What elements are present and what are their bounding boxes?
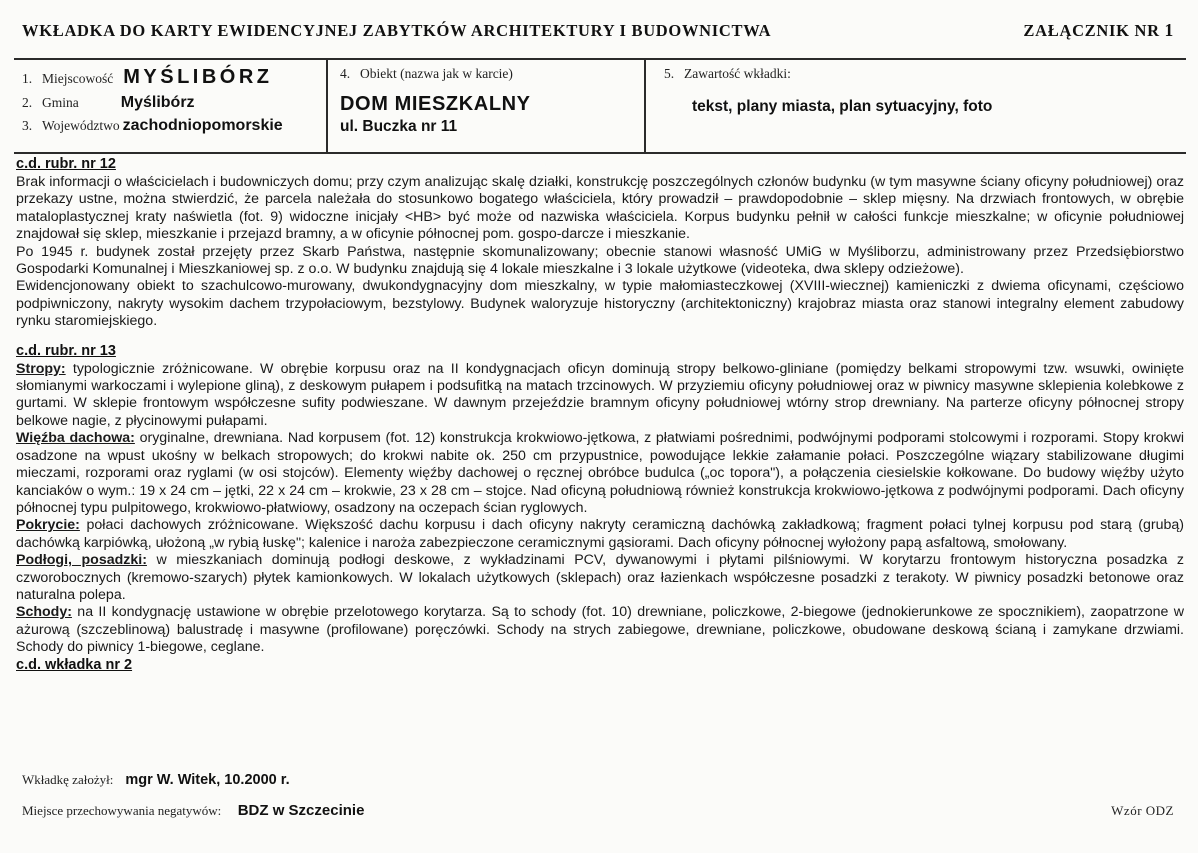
section-heading-rubr-12: c.d. rubr. nr 12 xyxy=(16,156,116,172)
paragraph-pokrycie xyxy=(16,517,1184,552)
field-commune xyxy=(22,94,326,112)
annex-number: 1 xyxy=(1164,20,1174,40)
header-cell-contents xyxy=(646,60,1186,152)
header-table xyxy=(14,58,1186,154)
body-wiezba: oryginalne, drewniana. Nad korpusem (fot. 12) konstrukcja krokwiowo-jętkowa, z płatwiami pośrednimi, podwójnymi podporami stolcowymi i rozporami. Stopy krokwi osadzone na wpust ukośny w belkach stropowych; do krokwi nabite ok. 250 cm przypustnice, powodujące lekkie załamanie połaci. Poszczególne wiązary stabilizowane długimi mieczami, rozporami oraz ryglami (w osi stojców). Elementy więźby dachowej o ręcznej obróbce budulca („oc topora"), a połączenia ciesielskie kołkowane. Do budowy więźby użyto kanciaków o wym.: 19 x 24 cm – jętki, 22 x 24 cm – krokwie, 23 x 28 cm – stojce. Nad oficyną południową również konstrukcja krokwiowo-jętkowa z podwójnymi podporami. Dach oficyny północnej typu pulpitowego, krokwiowo-płatwiowy, osadzony na oczepach ścian ryglowych. xyxy=(16,430,1184,516)
field-voivodeship-value: zachodniopomorskie xyxy=(122,117,283,134)
paragraph-postwar: Po 1945 r. budynek został przejęty przez Skarb Państwa, następnie skomunalizowany; obecnie stanowi własność UMiG w Myśliborzu, administrowany przez Przedsiębiorstwo Gospodarki Komunalnej i Mieszkaniowej sp. z o.o. W budynku znajdują się 4 lokale mieszkalne i 3 lokale użytkowe (videoteka, dwa sklepy odzieżowe). xyxy=(16,243,1184,278)
footer-bottom-row xyxy=(22,802,1174,820)
field-object-number: 4. xyxy=(340,66,351,81)
field-object-label: Obiekt (nazwa jak w karcie) xyxy=(360,66,513,81)
run-in-pokrycie: Pokrycie: xyxy=(16,517,80,534)
footer-negatives-value: BDZ w Szczecinie xyxy=(237,802,365,819)
document-title-row xyxy=(22,20,1174,41)
body-podlogi: w mieszkaniach dominują podłogi deskowe, z wykładzinami PCV, dywanowymi i płytami pilśniowymi. W korytarzu frontowym historyczna posadzka z czworobocznych (kremowo-szarych) płytek kamionkowych. W lokalach użytkowych (sklepach) oraz łazienkach współczesne posadzki z terakoty. W piwnicy posadzki betonowe oraz naturalna polepa. xyxy=(16,552,1184,603)
paragraph-owners: Brak informacji o właścicielach i budowniczych domu; przy czym analizując skalę działki, konstrukcję poszczególnych członów budynku (w tym masywne ściany oficyny południowej) oraz przekazy ustne, można stwierdzić, że parcela należała do stosunkowo bogatego właściciela, który prowadził – prawdopodobnie – sklep mięsny. Na drzwiach frontowych, w obrębie mataloplastycznej kraty naświetla (fot. 9) widoczne inicjały <HB> być może od nazwiska właściciela. Korpus budynku pełnił w całości funkcje mieszkalne; w oficynie południowej znajdował się sklep, mieszkanie i przejazd bramny, a w oficynie północnej pom. gospo-darcze i mieszkanie. xyxy=(16,174,1184,243)
field-locality-value: MYŚLIBÓRZ xyxy=(123,66,273,88)
field-commune-number: 2. xyxy=(22,95,33,110)
paragraph-podlogi xyxy=(16,552,1184,604)
field-voivodeship-number: 3. xyxy=(22,118,33,133)
annex-label: ZAŁĄCZNIK NR xyxy=(1023,21,1160,40)
footer-author-row xyxy=(22,772,290,788)
field-locality xyxy=(22,66,326,89)
body-schody: na II kondygnację ustawione w obrębie przelotowego korytarza. Są to schody (fot. 10) drewniane, policzkowe, 2-biegowe (jednokierunkowe ze spocznikiem), zaopatrzone w ażurową (szczeblinową) balustradę i masywne (profilowane) poręczówki. Schody na strych zabiegowe, drewniane, policzkowe, obudowane deskową ścianą i zamykane drzwiami. Schody do piwnicy 1-biegowe, ceglane. xyxy=(16,604,1184,656)
field-voivodeship xyxy=(22,117,326,135)
field-contents-label: Zawartość wkładki: xyxy=(684,66,791,81)
field-locality-number: 1. xyxy=(22,71,33,86)
footer-form-code: Wzór ODZ xyxy=(1111,803,1174,818)
object-address: ul. Buczka nr 11 xyxy=(340,118,458,135)
run-in-stropy: Stropy: xyxy=(16,360,66,377)
field-commune-value: Myślibórz xyxy=(120,94,195,111)
field-commune-label: Gmina xyxy=(42,95,79,110)
field-object-caption xyxy=(340,66,644,82)
body-pokrycie: połaci dachowych zróżnicowane. Większość dachu korpusu i dach oficyny nakryty ceramiczną dachówką zakładkową; fragment połaci tylnej korpusu pod starą (grubą) dachówką karpiówką, ułożoną „w rybią łuskę"; kalenice i naroża zabezpieczone ceramicznymi gąsiorami. Dach oficyny północnej wyłożony papą asfaltową, smołowany. xyxy=(16,517,1184,551)
footer-author-label: Wkładkę założył: xyxy=(22,772,114,787)
header-cell-location xyxy=(14,60,328,152)
field-locality-label: Miejscowość xyxy=(42,71,114,86)
header-cell-object xyxy=(328,60,646,152)
footer-author-value: mgr W. Witek, 10.2000 r. xyxy=(125,772,290,788)
contents-value: tekst, plany miasta, plan sytuacyjny, foto xyxy=(692,98,993,115)
run-in-wiezba: Więźba dachowa: xyxy=(16,430,135,447)
paragraph-schody xyxy=(16,604,1184,656)
field-voivodeship-label: Województwo xyxy=(42,118,120,133)
run-in-schody: Schody: xyxy=(16,604,72,621)
page-title: WKŁADKA DO KARTY EWIDENCYJNEJ ZABYTKÓW ARCHITEKTURY I BUDOWNICTWA xyxy=(22,21,772,40)
field-contents-number: 5. xyxy=(664,66,675,81)
annex-marker xyxy=(1023,20,1174,41)
footer-negatives-group xyxy=(22,802,364,820)
paragraph-wiezba xyxy=(16,430,1184,517)
body-stropy: typologicznie zróżnicowane. W obrębie korpusu oraz na II kondygnacjach oficyn dominują stropy belkowo-gliniane (pomiędzy belkami stropowymi tzw. wsuwki, owinięte słomianymi warkoczami i wylepione gliną), z deskowym pułapem i podsufitką na matach trzcinowych. W przyziemiu oficyny południowej oraz w piwnicy masywne sklepienia kolebkowe z gurtami. W sklepie frontowym współczesne sufity podwieszane. W dawnym przejeździe bramnym oficyny południowej wtórny strop drewniany. Na parterze oficyny północnej stropy belkowe nagie, z płycinowymi pułapami. xyxy=(16,360,1184,429)
section-heading-rubr-13: c.d. rubr. nr 13 xyxy=(16,342,116,359)
document-body xyxy=(16,156,1184,675)
section-heading-wkladka-2: c.d. wkładka nr 2 xyxy=(16,656,133,673)
field-contents-caption xyxy=(664,66,1186,82)
object-name: DOM MIESZKALNY xyxy=(340,93,531,115)
paragraph-description: Ewidencjonowany obiekt to szachulcowo-murowany, dwukondygnacyjny dom mieszkalny, w typie małomiasteczkowej (XVIII-wiecznej) kamieniczki z dwiema oficynami, częściowo podpiwniczony, nakryty wysokim dachem trzypołaciowym, bezstylowy. Budynek waloryzuje historyczny (architektoniczny) krajobraz miasta oraz stanowi integralny element zabudowy rynku staromiejskiego. xyxy=(16,278,1184,330)
footer-negatives-label: Miejsce przechowywania negatywów: xyxy=(22,803,222,818)
paragraph-stropy xyxy=(16,361,1184,431)
run-in-podlogi: Podłogi, posadzki: xyxy=(16,552,147,569)
